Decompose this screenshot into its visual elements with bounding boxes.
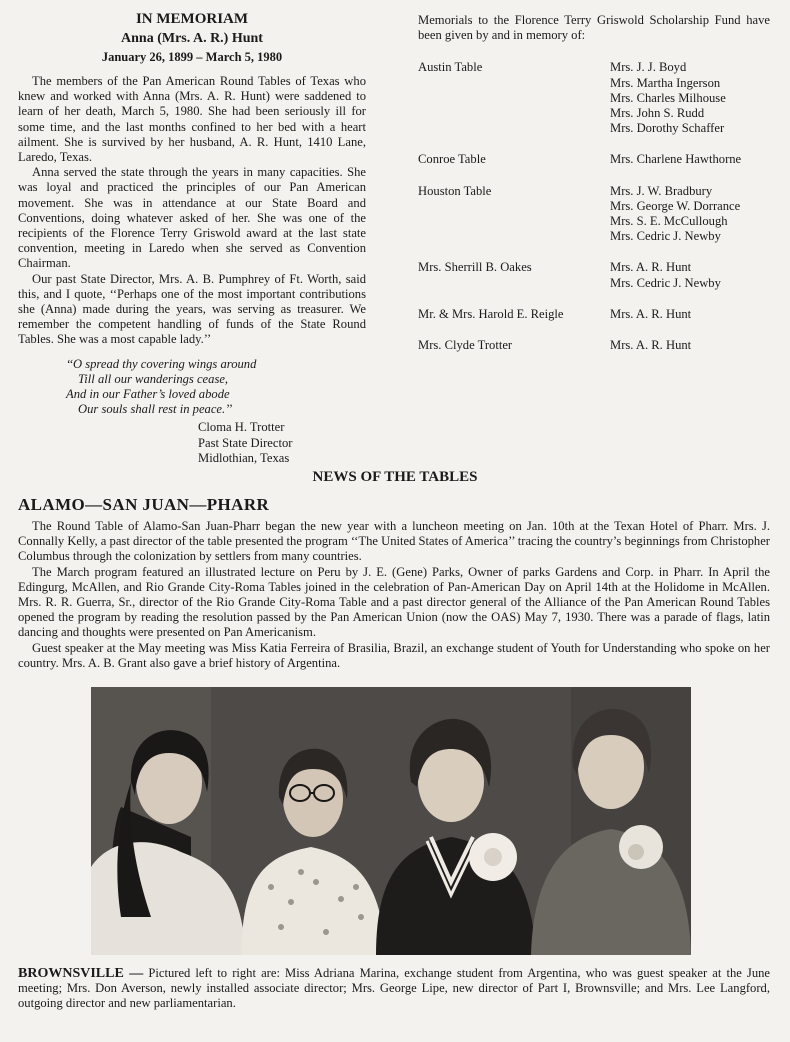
donor-name: Mrs. A. R. Hunt: [610, 338, 692, 353]
memoriam-dates: January 26, 1899 – March 5, 1980: [101, 50, 283, 64]
memorial-table-name: Austin Table: [418, 60, 483, 75]
memorial-row: [418, 260, 770, 290]
memoriam-poem: [18, 357, 366, 418]
donor-name: Mrs. A. R. Hunt: [610, 260, 692, 275]
news-paragraph: The March program featured an illustrated lecture on Peru by J. E. (Gene) Parks, Owner of parks Gardens and Corp. in Pharr. In April the Edingurg, McAllen, and Rio Grande City-Roma Tables joined in the celebration of Pan-American Day on April 14th at the Holidome in McAllen. Mrs. R. R. Guerra, Sr., director of the Rio Grande City-Roma Table and a past director general of the Alliance of the Pan American Round Tables opened the program by reading the resolution passed by the Pan American Union (now the OAS) May 7, 1930. There was a parade of flags, latin dancing and thoughts were presented on Pan Americanism.: [18, 564, 770, 640]
memoriam-paragraph: Anna served the state through the years in many capacities. She was loyal and practiced the principles of our Pan American movement. She was in attendance at our State Board and Conventions, doing whatever asked of her. She was one of the recipients of the Florence Terry Griswold award at the last state convention, meeting in Laredo when she served as Convention Chairman.: [18, 165, 366, 271]
group-photo-illustration: [91, 687, 691, 955]
donor-name: Mrs. Cedric J. Newby: [610, 229, 721, 244]
memorial-donors: [610, 260, 770, 290]
memorial-table-name: Houston Table: [418, 183, 492, 198]
memoriam-paragraph: Our past State Director, Mrs. A. B. Pumphrey of Ft. Worth, said this, and I quote, ‘‘Perhaps one of the most important contributions she (Anna) made during the years, was serving as treasurer. We remember the competent handling of funds of the State Round Tables. She was a most capable lady.’’: [18, 271, 366, 347]
memorial-donors: [610, 307, 770, 322]
memoriam-signature: [18, 420, 366, 466]
caption-lead: BROWNSVILLE —: [18, 966, 144, 981]
poem-line: ‘‘O spread thy covering wings around: [66, 356, 257, 371]
memorial-table-name: Mrs. Clyde Trotter: [418, 338, 513, 353]
section-title-alamo: ALAMO—SAN JUAN—PHARR: [18, 495, 270, 514]
signature-location: Midlothian, Texas: [198, 450, 290, 465]
memorial-row: [418, 152, 770, 167]
memorial-donors: [610, 60, 770, 136]
signature-name: Cloma H. Trotter: [198, 420, 285, 435]
memoriam-heading: IN MEMORIAM: [135, 11, 249, 27]
donor-name: Mrs. Charles Milhouse: [610, 90, 726, 105]
memorial-row: [418, 338, 770, 353]
memorial-donors: [610, 152, 770, 167]
photo-caption: [18, 966, 770, 1012]
memorial-table-name: Mr. & Mrs. Harold E. Reigle: [418, 306, 564, 321]
news-paragraph: The Round Table of Alamo-San Juan-Pharr began the new year with a luncheon meeting on Jan. 10th at the Texan Hotel of Pharr. Mrs. J. Connally Kelly, a past director of the table presented the program ‘‘The United States of America’’ tracing the country’s beginnings from Christopher Columbus through the colonization by settlers from many countries.: [18, 519, 770, 564]
donor-name: Mrs. Charlene Hawthorne: [610, 152, 742, 167]
donor-name: Mrs. A. R. Hunt: [610, 306, 692, 321]
poem-line: Our souls shall rest in peace.’’: [78, 402, 233, 417]
memoriam-body: [18, 74, 366, 348]
memoriam-name: Anna (Mrs. A. R.) Hunt: [121, 31, 263, 46]
news-heading: NEWS OF THE TABLES: [312, 469, 478, 485]
donor-name: Mrs. John S. Rudd: [610, 106, 705, 121]
signature-title: Past State Director: [198, 435, 293, 450]
donor-name: Mrs. George W. Dorrance: [610, 198, 741, 213]
memorial-table-name: Mrs. Sherrill B. Oakes: [418, 260, 532, 275]
memorial-row: [418, 307, 770, 322]
news-body: [18, 519, 770, 671]
donor-name: Mrs. Martha Ingerson: [610, 75, 721, 90]
memorials-list: [418, 13, 770, 369]
news-paragraph: Guest speaker at the May meeting was Miss Katia Ferreira of Brasilia, Brazil, an exchange student of Youth for Understanding who spoke on her country. Mrs. A. B. Grant also gave a brief history of Argentina.: [18, 640, 770, 670]
memorial-table-name: Conroe Table: [418, 152, 486, 167]
caption-text: Pictured left to right are: Miss Adriana Marina, exchange student from Argentina, who was guest speaker at the June meeting; Mrs. Don Averson, newly installed associate director; Mrs. George Lipe, new director of Part I, Brownsville; and Mrs. Lee Langford, outgoing director and new parliamentarian.: [18, 966, 771, 1011]
group-photo: [91, 687, 691, 955]
memorial-row: [418, 60, 770, 136]
memoriam-paragraph: The members of the Pan American Round Tables of Texas who knew and worked with Anna (Mrs. A. R. Hunt) were saddened to learn of her death, March 5, 1980. She had been seriously ill for some time, and the last months confined to her bed with a heart ailment. She is survived by her husband, A. R. Hunt, 1410 Lane, Laredo, Texas.: [18, 74, 366, 165]
poem-line: Till all our wanderings cease,: [78, 371, 229, 386]
memorial-row: [418, 184, 770, 245]
donor-name: Mrs. Cedric J. Newby: [610, 275, 721, 290]
donor-name: Mrs. J. J. Boyd: [610, 60, 687, 75]
memorials-intro: Memorials to the Florence Terry Griswold Scholarship Fund have been given by and in memory of:: [418, 13, 770, 43]
memorial-donors: [610, 184, 770, 245]
memorials-table: [418, 60, 770, 353]
donor-name: Mrs. Dorothy Schaffer: [610, 121, 725, 136]
donor-name: Mrs. S. E. McCullough: [610, 214, 728, 229]
poem-line: And in our Father’s loved abode: [66, 387, 230, 402]
memoriam-article: [18, 10, 366, 466]
donor-name: Mrs. J. W. Bradbury: [610, 183, 713, 198]
memorial-donors: [610, 338, 770, 353]
